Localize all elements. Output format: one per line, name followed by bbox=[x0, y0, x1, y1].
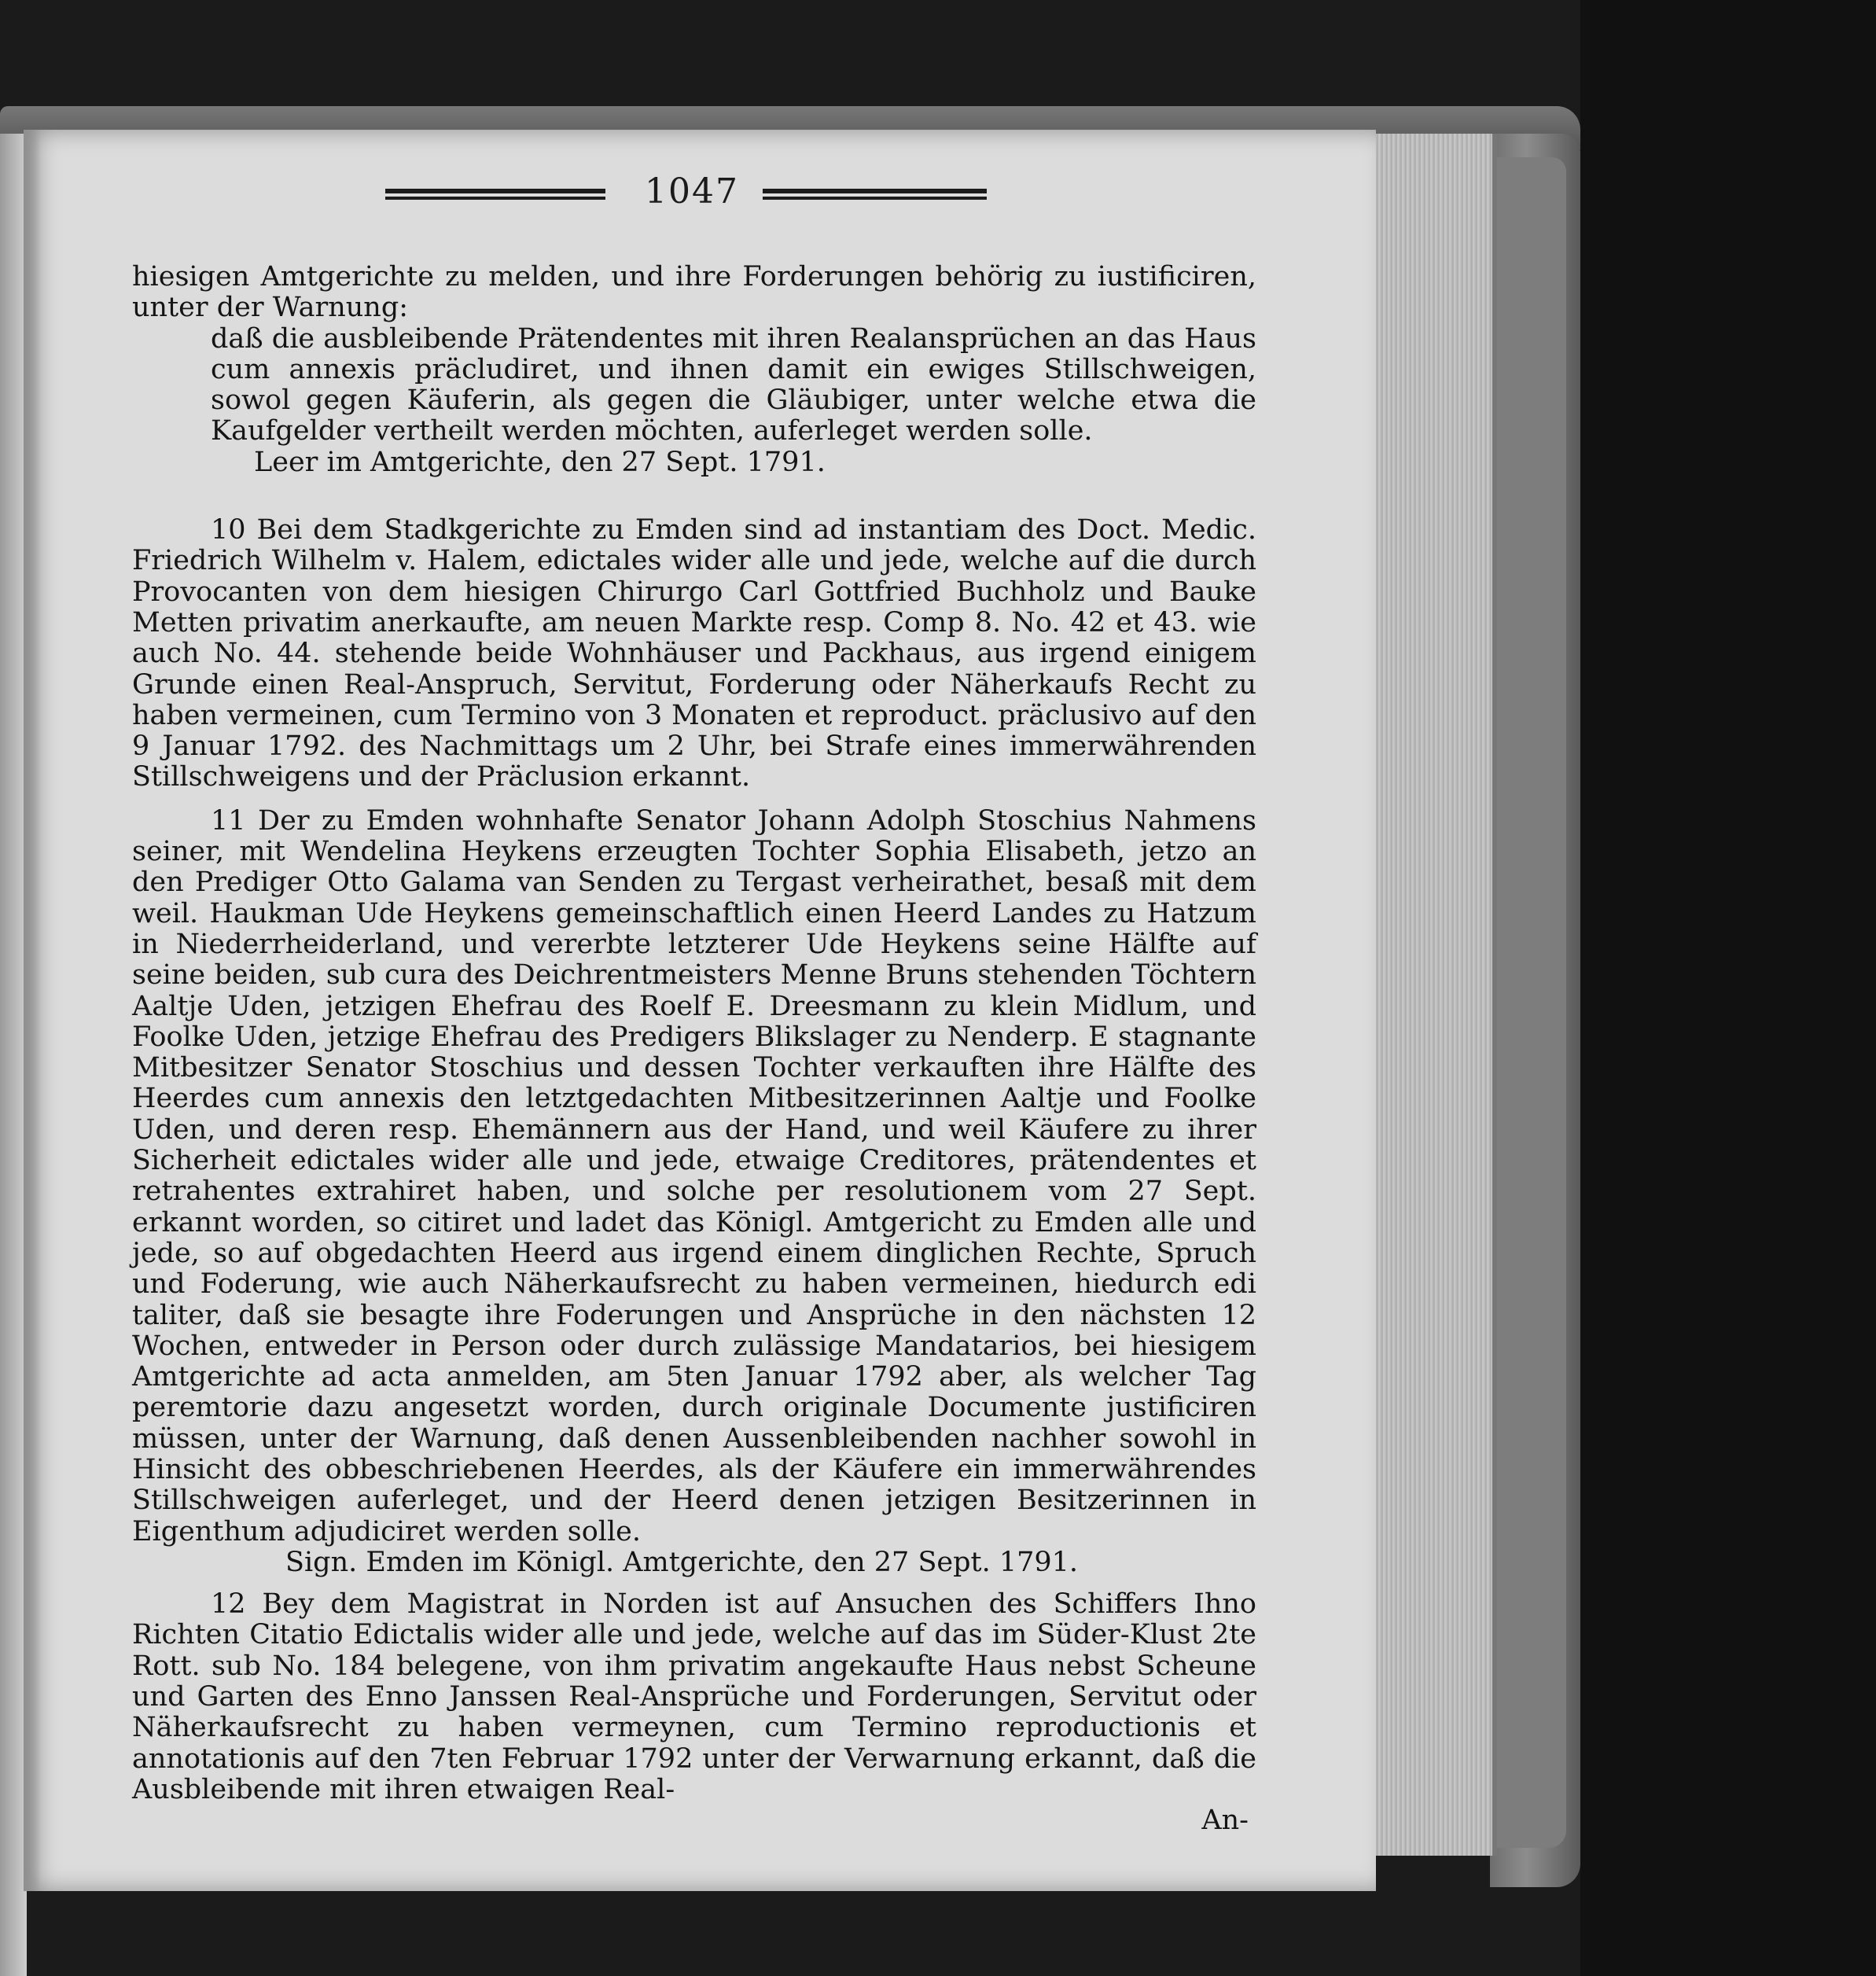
running-head bbox=[385, 171, 983, 225]
background-dark bbox=[1580, 0, 1876, 1976]
notice-10: 10 Bei dem Stadkgerichte zu Emden sind ad instantiam des Doct. Medic. Friedrich Wilhelm v. Halem, edictales wider alle und jede, welche auf die durch Provocanten von dem hiesigen Chirurgo Carl Gottfried Buchholz und Bauke Metten privatim anerkaufte, am neuen Markte resp. Comp 8. No. 42 et 43. wie auch No. 44. stehende beide Wohnhäuser und Packhaus, aus irgend einigem Grunde einen Real-Anspruch, Servitut, Forderung oder Näherkaufs Recht zu haben vermeinen, cum Termino von 3 Monaten et reproduct. präclusivo auf den 9 Januar 1792. des Nachmittags um 2 Uhr, bei Strafe eines immerwährenden Stillschweigens und der Präclusion erkannt. bbox=[132, 514, 1256, 793]
notice-11: 11 Der zu Emden wohnhafte Senator Johann Adolph Stoschius Nahmens seiner, mit Wendelina Heykens erzeugten Tochter Sophia Elisabeth, jetzo an den Prediger Otto Galama van Senden zu Tergast verheirathet, besaß mit dem weil. Haukman Ude Heykens gemeinschaftlich einen Heerd Landes zu Hatzum in Niederrheiderland, und vererbte letzterer Ude Heykens seine Hälfte auf seine beiden, sub cura des Deichrentmeisters Menne Bruns stehenden Töchtern Aaltje Uden, jetzigen Ehefrau des Roelf E. Dreesmann zu klein Midlum, und Foolke Uden, jetzige Ehefrau des Predigers Blikslager zu Nenderp. E stagnante Mitbesitzer Senator Stoschius und dessen Tochter verkauften ihre Hälfte des Heerdes cum annexis den letztgedachten Mitbesitzerinnen Aaltje und Foolke Uden, und deren resp. Ehemännern aus der Hand, und weil Käufere zu ihrer Sicherheit edictales wider alle und jede, etwaige Creditores, prätendentes et retrahentes extrahiret haben, und solche per resolutionem vom 27 Sept. erkannt worden, so citiret und ladet das Königl. Amtgericht zu Emden alle und jede, so auf obgedachten Heerd aus irgend einem dinglichen Rechte, Spruch und Foderung, wie auch Näherkaufsrecht zu haben vermeinen, hiedurch edi taliter, daß sie besagte ihre Foderungen und Ansprüche in den nächsten 12 Wochen, entweder in Person oder durch zulässige Mandatarios, bei hiesigem Amtgerichte ad acta anmelden, am 5ten Januar 1792 aber, als welcher Tag peremtorie dazu angesetzt worden, durch originale Documente justificiren müssen, unter der Warnung, daß denen Aussenbleibenden nachher sowohl in Hinsicht des obbeschriebenen Heerdes, als der Käufere ein immerwährendes Stillschweigen auferleget, und der Heerd denen jetzigen Besitzerinnen in Eigenthum adjudiciret werden solle. bbox=[132, 804, 1256, 1547]
book-back-cover-inner bbox=[1495, 157, 1566, 1848]
page-number: 1047 bbox=[645, 171, 739, 212]
signature-line-leer: Leer im Amtgerichte, den 27 Sept. 1791. bbox=[254, 446, 826, 478]
page-gutter-shadow bbox=[24, 130, 41, 1891]
notice-12: 12 Bey dem Magistrat in Norden ist auf Ansuchen des Schiffers Ihno Richten Citatio Edictalis wider alle und jede, welche auf das im Süder-Klust 2te Rott. sub No. 184 belegene, von ihm privatim angekaufte Haus nebst Scheune und Garten des Enno Janssen Real-Ansprüche und Forderungen, Servitut oder Näherkaufsrecht zu haben vermeynen, cum Termino reproductionis et annotationis auf den 7ten Februar 1792 unter der Verwarnung erkannt, daß die Ausbleibende mit ihren etwaigen Real- bbox=[132, 1588, 1256, 1805]
warning-clause: daß die ausbleibende Prätendentes mit ihren Realansprüchen an das Haus cum annexis präcludiret, und ihnen damit ein ewiges Stillschweigen, sowol gegen Käuferin, als gegen die Gläubiger, unter welche etwa die Kaufgelder vertheilt werden möchten, auferleget werden solle. bbox=[211, 322, 1256, 447]
signature-line-emden: Sign. Emden im Königl. Amtgerichte, den 27 Sept. 1791. bbox=[285, 1546, 1079, 1578]
book-cover-left-edge bbox=[0, 134, 27, 1976]
catchword: An- bbox=[1201, 1805, 1249, 1837]
ornamental-rule-right bbox=[763, 189, 987, 203]
ornamental-rule-left bbox=[385, 189, 605, 203]
paragraph-continuation: hiesigen Amtgerichte zu melden, und ihre Forderungen behörig zu iustificiren, unter der Warnung: bbox=[132, 261, 1256, 324]
page-block-edges bbox=[1374, 134, 1497, 1856]
page-text bbox=[132, 262, 1256, 1837]
